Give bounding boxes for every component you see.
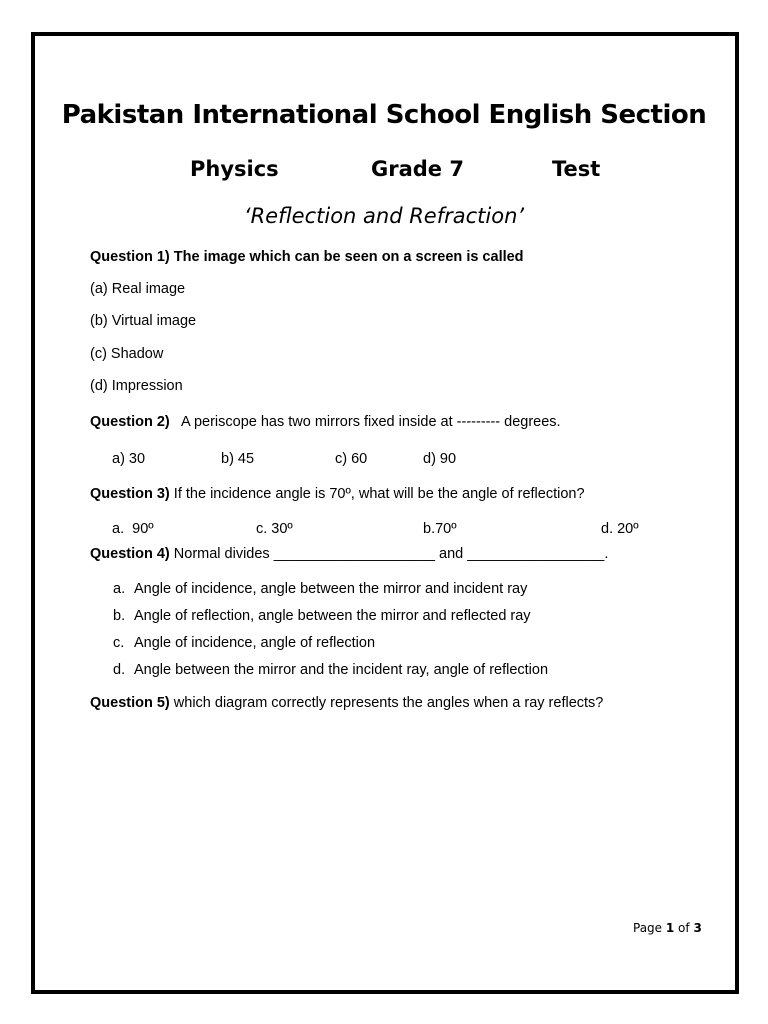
q4-option-c-text: Angle of incidence, angle of reflection <box>134 635 376 651</box>
q4-option-d-text: Angle between the mirror and the incident ray, angle of reflection <box>134 662 549 678</box>
page-current: 1 <box>665 921 675 935</box>
q4-option-a-text: Angle of incidence, angle between the mirror and incident ray <box>134 581 528 597</box>
topic-title: ‘Reflection and Refraction’ <box>243 204 525 228</box>
question-4 <box>90 546 608 562</box>
question-2-label: Question 2) <box>90 414 170 430</box>
question-4-text: Normal divides ____________________ and _________________. <box>169 546 609 562</box>
q2-option-d: d) 90 <box>423 451 457 467</box>
q3-option-2: c. 30º <box>256 521 293 537</box>
page-of: of <box>674 921 694 935</box>
question-5-label: Question 5) <box>90 695 170 711</box>
question-1-text: The image which can be seen on a screen is called <box>169 249 524 265</box>
page-number <box>633 921 702 935</box>
question-2 <box>90 414 561 430</box>
test-label: Test <box>552 157 601 181</box>
page-prefix: Page <box>633 921 666 935</box>
question-1-label: Question 1) <box>90 249 170 265</box>
question-3 <box>90 486 585 502</box>
q4-option-c-letter: c. <box>113 635 125 651</box>
q2-option-c: c) 60 <box>335 451 368 467</box>
question-2-text: A periscope has two mirrors fixed inside at --------- degrees. <box>169 414 561 430</box>
q4-option-b-text: Angle of reflection, angle between the mirror and reflected ray <box>134 608 531 624</box>
q1-option-b: (b) Virtual image <box>90 313 197 329</box>
q3-option-1: a. 90º <box>112 521 154 537</box>
question-3-label: Question 3) <box>90 486 170 502</box>
q1-option-d: (d) Impression <box>90 378 183 394</box>
question-4-label: Question 4) <box>90 546 170 562</box>
q2-option-a: a) 30 <box>112 451 146 467</box>
q2-option-b: b) 45 <box>221 451 255 467</box>
q4-option-a-letter: a. <box>113 581 126 597</box>
question-3-text: If the incidence angle is 70º, what will be the angle of reflection? <box>169 486 585 502</box>
school-title: Pakistan International School English Section <box>61 100 707 130</box>
grade-label: Grade 7 <box>371 157 464 181</box>
q3-option-4: d. 20º <box>601 521 639 537</box>
page-total: 3 <box>693 921 702 935</box>
question-5-text: which diagram correctly represents the angles when a ray reflects? <box>169 695 604 711</box>
question-5 <box>90 695 603 711</box>
q3-option-3: b.70º <box>423 521 457 537</box>
subject-label: Physics <box>190 157 279 181</box>
q4-option-d-letter: d. <box>113 662 126 678</box>
q4-option-b-letter: b. <box>113 608 126 624</box>
q1-option-a: (a) Real image <box>90 281 186 297</box>
q1-option-c: (c) Shadow <box>90 346 164 362</box>
question-1 <box>90 249 524 265</box>
